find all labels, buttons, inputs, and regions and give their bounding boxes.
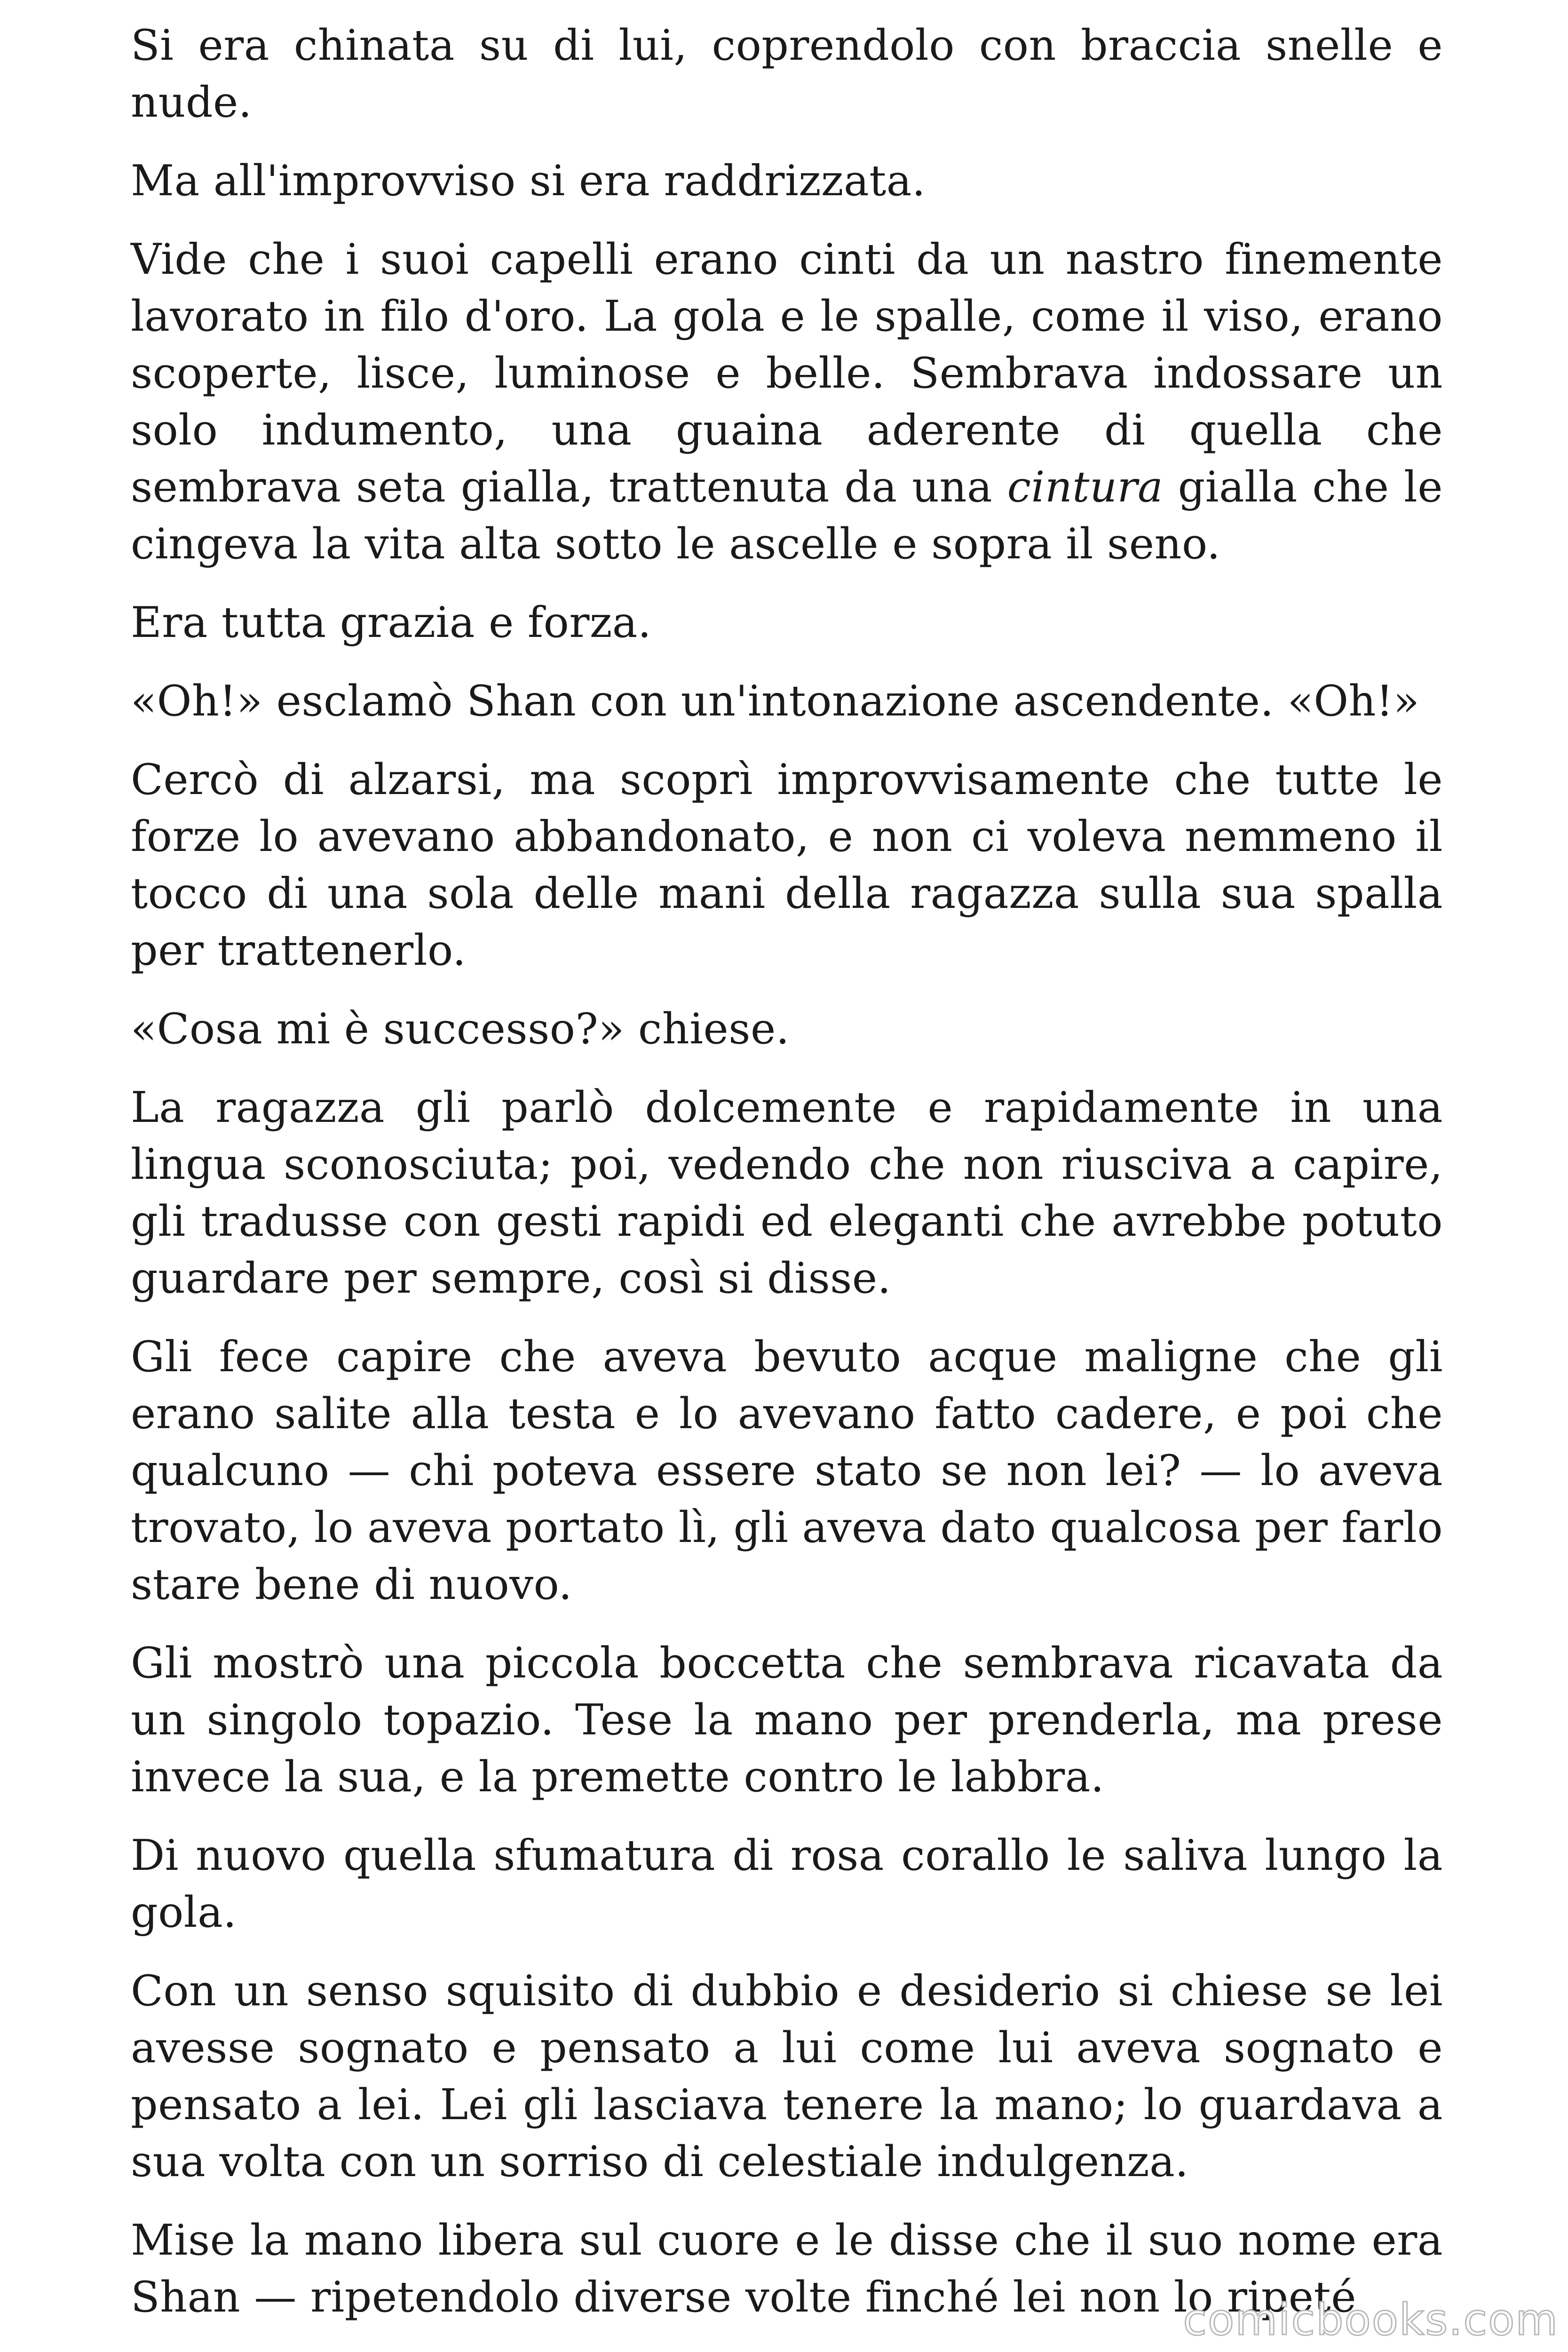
paragraph-5: «Oh!» esclamò Shan con un'intonazione ascendente. «Oh!» (131, 676, 1420, 726)
paragraph-12: Con un senso squisito di dubbio e desiderio si chiese se lei avesse sognato e pensato a lui come lui aveva sognato e pensato a lei. Lei gli lasciava tenere la mano; lo guardava a sua volta con un sorriso di celestiale indulgenza. (131, 1966, 1443, 2186)
paragraph-4: Era tutta grazia e forza. (131, 598, 652, 647)
watermark: comicbooks.com (1183, 2295, 1559, 2345)
paragraph-3 (131, 231, 1443, 572)
paragraph-1: Si era chinata su di lui, coprendolo con braccia snelle e nude. (131, 21, 1443, 127)
paragraph-11: Di nuovo quella sfumatura di rosa corallo le saliva lungo la gola. (131, 1831, 1443, 1937)
paragraph-3-emphasis: cintura (1007, 462, 1164, 512)
paragraph-13: Mise la mano libera sul cuore e le disse che il suo nome era Shan — ripetendolo diverse volte finché lei non lo ripeté (131, 2216, 1443, 2322)
paragraph-2: Ma all'improvviso si era raddrizzata. (131, 156, 926, 206)
paragraph-10: Gli mostrò una piccola boccetta che sembrava ricavata da un singolo topazio. Tese la mano per prenderla, ma prese invece la sua, e la premette contro le labbra. (131, 1638, 1443, 1802)
paragraph-3-text-before: Vide che i suoi capelli erano cinti da un nastro finemente lavorato in filo d'oro. La gola e le spalle, come il viso, erano scoperte, lisce, luminose e belle. Sembrava indossare un solo indumento, una guaina aderente di quella che sembrava seta gialla, trattenuta da una (131, 235, 1443, 512)
paragraph-7: «Cosa mi è successo?» chiese. (131, 1004, 790, 1054)
page-body (131, 17, 1443, 2326)
paragraph-8: La ragazza gli parlò dolcemente e rapidamente in una lingua sconosciuta; poi, vedendo che non riusciva a capire, gli tradusse con gesti rapidi ed eleganti che avrebbe potuto guardare per sempre, così si disse. (131, 1083, 1443, 1303)
paragraph-3-text-after: gialla che le cingeva la vita alta sotto le ascelle e sopra il seno. (131, 462, 1443, 569)
paragraph-6: Cercò di alzarsi, ma scoprì improvvisamente che tutte le forze lo avevano abbandonato, e non ci voleva nemmeno il tocco di una sola delle mani della ragazza sulla sua spalla per trattenerlo. (131, 755, 1443, 975)
paragraph-9: Gli fece capire che aveva bevuto acque maligne che gli erano salite alla testa e lo avevano fatto cadere, e poi che qualcuno — chi poteva essere stato se non lei? — lo aveva trovato, lo aveva portato lì, gli aveva dato qualcosa per farlo stare bene di nuovo. (131, 1332, 1443, 1609)
